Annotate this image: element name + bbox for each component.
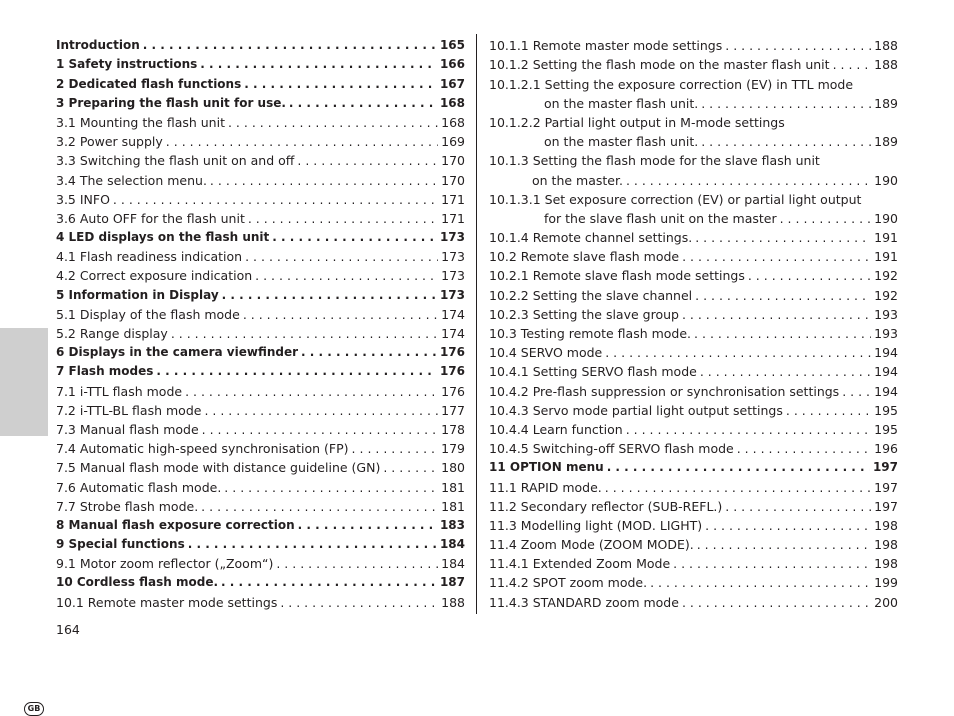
toc-entry[interactable]	[489, 207, 898, 226]
toc-entry[interactable]	[56, 590, 465, 609]
toc-entry-title: 4.2 Correct exposure indication	[56, 268, 253, 284]
toc-entry-page: 173	[441, 268, 465, 284]
toc-entry[interactable]	[489, 168, 898, 187]
toc-entry[interactable]	[489, 399, 898, 418]
toc-entry-page: 173	[439, 230, 465, 245]
toc-entry-title: 11.2 Secondary reflector (SUB-REFL.)	[489, 498, 723, 514]
toc-entry-title: on the master flash unit.	[544, 134, 699, 150]
toc-entry[interactable]	[56, 360, 465, 379]
toc-entry-page: 168	[441, 114, 465, 130]
toc-entry-title: 7.3 Manual flash mode	[56, 421, 199, 437]
dot-leader	[210, 173, 438, 188]
toc-entry-title: 10.4.4 Learn function	[489, 421, 623, 437]
toc-entry-title: 10.1.1 Remote master mode settings	[489, 38, 723, 54]
toc-entry-title: 7.6 Automatic flash mode.	[56, 479, 222, 495]
toc-entry-title: 11.4.3 STANDARD zoom mode	[489, 594, 679, 610]
toc-entry[interactable]	[56, 168, 465, 187]
toc-entry-title: 10.2.2 Setting the slave channel	[489, 287, 693, 303]
toc-entry[interactable]	[56, 475, 465, 494]
toc-entry-title: 9.1 Motor zoom reflector („Zoom“)	[56, 556, 274, 572]
toc-entry-title: 8 Manual flash exposure correction	[56, 517, 295, 532]
toc-entry-title: 10.4 SERVO mode	[489, 345, 603, 361]
dot-leader	[626, 173, 871, 188]
toc-entry[interactable]	[489, 475, 898, 494]
toc-entry[interactable]	[489, 245, 898, 264]
toc-entry-page: 187	[439, 575, 465, 590]
toc-entry[interactable]	[489, 303, 898, 322]
toc-entry-page: 179	[441, 441, 465, 457]
dot-leader	[289, 96, 437, 111]
dot-leader	[650, 575, 871, 590]
toc-entry-page: 200	[874, 594, 898, 610]
toc-right-column	[489, 34, 898, 610]
dot-leader	[171, 326, 438, 341]
dot-leader	[682, 307, 871, 322]
toc-entry-title: 10.1.2.2 Partial light output in M-mode settings	[489, 114, 785, 130]
toc-entry-page: 192	[874, 287, 898, 303]
dot-leader	[833, 57, 872, 72]
toc-entry-page: 169	[441, 134, 465, 150]
toc-entry-title: 11.4.2 SPOT zoom mode.	[489, 575, 648, 591]
toc-entry-page: 196	[874, 441, 898, 457]
toc-entry-page: 174	[441, 326, 465, 341]
toc-entry-page: 193	[874, 306, 898, 322]
toc-entry[interactable]	[56, 533, 465, 552]
toc-entry-page: 176	[439, 364, 465, 379]
toc-entry-title: 10.3 Testing remote flash mode.	[489, 326, 692, 341]
toc-entry-page: 167	[439, 76, 465, 91]
dot-leader	[694, 326, 871, 341]
toc-entry[interactable]	[56, 188, 465, 207]
toc-entry[interactable]	[489, 552, 898, 571]
toc-entry-title: Introduction	[56, 38, 140, 53]
toc-entry-page: 165	[439, 38, 465, 53]
toc-entry-title: 7.2 i-TTL-BL flash mode	[56, 402, 202, 418]
dot-leader	[188, 537, 437, 552]
dot-leader	[682, 249, 871, 264]
dot-leader	[682, 595, 871, 610]
dot-leader	[255, 268, 438, 283]
toc-entry-title: 11.4 Zoom Mode (ZOOM MODE).	[489, 537, 694, 553]
dot-leader	[166, 134, 438, 149]
dot-leader	[695, 230, 871, 245]
dot-leader	[185, 384, 438, 399]
toc-entry-page: 199	[874, 575, 898, 591]
toc-entry-page: 193	[874, 326, 898, 341]
toc-entry[interactable]	[489, 379, 898, 398]
dot-leader	[143, 38, 437, 53]
column-divider	[476, 34, 477, 614]
dot-leader	[607, 460, 870, 475]
dot-leader	[780, 211, 872, 226]
toc-entry-page: 195	[874, 402, 898, 418]
dot-leader	[228, 115, 438, 130]
dot-leader	[301, 345, 437, 360]
toc-entry-page: 192	[874, 268, 898, 284]
toc-entry[interactable]	[56, 437, 465, 456]
toc-entry-title: 4.1 Flash readiness indication	[56, 249, 243, 265]
dot-leader	[737, 441, 871, 456]
toc-entry-title: 3.5 INFO	[56, 191, 110, 207]
toc-entry-title: 10.4.3 Servo mode partial light output settings	[489, 402, 783, 418]
dot-leader	[352, 441, 439, 456]
toc-entry-page: 194	[874, 345, 898, 361]
toc-entry-title: 3.3 Switching the flash unit on and off	[56, 153, 295, 169]
dot-leader	[701, 134, 871, 149]
toc-entry-title: 11.1 RAPID mode.	[489, 479, 602, 495]
toc-entry-page: 194	[874, 364, 898, 380]
toc-entry[interactable]	[489, 533, 898, 552]
dot-leader	[605, 480, 871, 495]
toc-entry-title: 5.1 Display of the flash mode	[56, 306, 240, 322]
toc-entry-title: 10 Cordless flash mode.	[56, 575, 219, 590]
toc-entry[interactable]	[489, 226, 898, 245]
dot-leader	[113, 192, 438, 207]
toc-entry-page: 178	[441, 421, 465, 437]
toc-entry[interactable]	[56, 303, 465, 322]
toc-entry-page: 184	[439, 537, 465, 552]
dot-leader	[224, 480, 438, 495]
toc-entry-title: 10.1.3.1 Set exposure correction (EV) or partial light output	[489, 191, 862, 207]
toc-entry[interactable]	[56, 495, 465, 514]
toc-entry-page: 176	[439, 345, 465, 360]
toc-entry-title: 5.2 Range display	[56, 326, 168, 341]
dot-leader	[298, 518, 437, 533]
toc-entry-title: 4 LED displays on the flash unit	[56, 230, 270, 245]
toc-entry[interactable]	[56, 207, 465, 226]
toc-entry[interactable]	[56, 72, 465, 91]
toc-entry[interactable]	[489, 456, 898, 475]
toc-entry[interactable]	[489, 111, 898, 130]
toc-entry[interactable]	[56, 34, 465, 53]
toc-entry-title: 11 OPTION menu	[489, 460, 604, 475]
toc-entry[interactable]	[489, 495, 898, 514]
toc-entry[interactable]	[56, 283, 465, 302]
toc-entry-page: 188	[874, 57, 898, 73]
toc-entry-title: 10.1.4 Remote channel settings.	[489, 230, 693, 246]
toc-entry[interactable]	[489, 130, 898, 149]
toc-entry-title: 10.4.1 Setting SERVO flash mode	[489, 364, 697, 380]
toc-entry-page: 188	[874, 38, 898, 54]
toc-entry-title: 7.1 i-TTL flash mode	[56, 383, 183, 399]
toc-entry-page: 173	[439, 287, 465, 302]
toc-entry[interactable]	[56, 379, 465, 398]
toc-entry-page: 197	[872, 460, 898, 475]
toc-entry[interactable]	[56, 264, 465, 283]
toc-entry-title: 1 Safety instructions	[56, 57, 198, 72]
dot-leader	[705, 518, 871, 533]
dot-leader	[280, 595, 438, 610]
dot-leader	[156, 364, 437, 379]
dot-leader	[201, 499, 438, 514]
toc-entry-page: 190	[874, 172, 898, 188]
toc-entry-title: 11.4.1 Extended Zoom Mode	[489, 556, 671, 572]
toc-entry[interactable]	[56, 514, 465, 533]
toc-entry[interactable]	[489, 571, 898, 590]
page-number: 164	[56, 622, 80, 637]
toc-entry-page: 180	[441, 460, 465, 476]
language-badge: GB	[24, 702, 44, 716]
dot-leader	[626, 422, 871, 437]
dot-leader	[243, 307, 438, 322]
toc-entry-title: on the master flash unit.	[544, 95, 699, 111]
toc-entry-title: 10.1.2.1 Setting the exposure correction (EV) in TTL mode	[489, 76, 854, 92]
toc-entry-title: 3.1 Mounting the flash unit	[56, 114, 225, 130]
toc-entry-page: 191	[874, 230, 898, 246]
dot-leader	[272, 230, 437, 245]
toc-entry-title: 5 Information in Display	[56, 287, 219, 302]
toc-entry-title: 2 Dedicated flash functions	[56, 76, 242, 91]
toc-entry-page: 170	[441, 153, 465, 169]
toc-entry[interactable]	[489, 341, 898, 360]
toc-entry[interactable]	[56, 130, 465, 149]
toc-entry[interactable]	[56, 92, 465, 111]
toc-entry-title: 3.6 Auto OFF for the flash unit	[56, 210, 245, 226]
dot-leader	[725, 499, 871, 514]
toc-entry-title: 10.1.3 Setting the flash mode for the slave flash unit	[489, 153, 820, 169]
toc-entry-page: 183	[439, 517, 465, 532]
toc-entry-page: 195	[874, 421, 898, 437]
toc-entry-title: 7.4 Automatic high-speed synchronisation (FP)	[56, 441, 349, 457]
toc-entry[interactable]	[489, 283, 898, 302]
toc-entry[interactable]	[489, 53, 898, 72]
toc-entry[interactable]	[56, 53, 465, 72]
toc-entry[interactable]	[489, 92, 898, 111]
dot-leader	[200, 57, 437, 72]
toc-entry-title: 10.4.2 Pre-flash suppression or synchronisation settings	[489, 383, 840, 399]
toc-entry-title: 7.7 Strobe flash mode.	[56, 498, 199, 514]
toc-entry-page: 181	[441, 498, 465, 514]
toc-entry[interactable]	[56, 245, 465, 264]
dot-leader	[244, 77, 437, 92]
toc-entry-page: 184	[441, 556, 465, 572]
dot-leader	[248, 211, 438, 226]
toc-entry-title: 11.3 Modelling light (MOD. LIGHT)	[489, 517, 703, 533]
toc-entry-page: 198	[874, 537, 898, 553]
toc-entry-title: for the slave flash unit on the master	[544, 210, 777, 226]
toc-entry-page: 174	[441, 306, 465, 322]
dot-leader	[673, 556, 871, 571]
toc-entry[interactable]	[56, 341, 465, 360]
toc-entry[interactable]	[489, 188, 898, 207]
dot-leader	[700, 364, 871, 379]
toc-entry-page: 170	[441, 172, 465, 188]
toc-entry-page: 197	[874, 498, 898, 514]
toc-entry-page: 171	[441, 210, 465, 226]
dot-leader	[204, 403, 438, 418]
toc-entry-title: 9 Special functions	[56, 537, 185, 552]
toc-entry-page: 189	[874, 95, 898, 111]
toc-entry-title: 10.2.1 Remote slave flash mode settings	[489, 268, 745, 284]
toc-entry-title: 3.4 The selection menu.	[56, 172, 207, 188]
language-side-tab	[0, 328, 48, 713]
toc-entry-page: 194	[874, 383, 898, 399]
toc-entry[interactable]	[489, 264, 898, 283]
toc-entry-title: 6 Displays in the camera viewfinder	[56, 345, 299, 360]
toc-entry-title: 3.2 Power supply	[56, 134, 163, 150]
dot-leader	[222, 288, 437, 303]
toc-entry[interactable]	[56, 552, 465, 571]
toc-entry-title: 10.4.5 Switching-off SERVO flash mode	[489, 441, 734, 457]
toc-entry-page: 171	[441, 191, 465, 207]
toc-entry[interactable]	[56, 418, 465, 437]
toc-entry-page: 166	[439, 57, 465, 72]
dot-leader	[748, 268, 871, 283]
toc-entry[interactable]	[489, 514, 898, 533]
toc-entry-page: 176	[441, 383, 465, 399]
dot-leader	[786, 403, 871, 418]
toc-entry[interactable]	[489, 72, 898, 91]
dot-leader	[695, 288, 871, 303]
toc-entry-page: 198	[874, 517, 898, 533]
dot-leader	[697, 537, 871, 552]
toc-entry-page: 188	[441, 594, 465, 610]
toc-entry[interactable]	[489, 34, 898, 53]
toc-entry[interactable]	[56, 399, 465, 418]
dot-leader	[605, 345, 871, 360]
toc-entry-title: on the master.	[532, 172, 623, 188]
dot-leader	[221, 575, 437, 590]
toc-entry[interactable]	[489, 149, 898, 168]
toc-entry[interactable]	[489, 590, 898, 609]
toc-entry[interactable]	[489, 322, 898, 341]
toc-entry-page: 168	[439, 95, 465, 110]
toc-entry-page: 198	[874, 556, 898, 572]
toc-entry-page: 177	[441, 402, 465, 418]
toc-left-column	[56, 34, 465, 610]
toc-entry-title: 10.2 Remote slave flash mode	[489, 249, 680, 265]
toc-entry[interactable]	[489, 437, 898, 456]
dot-leader	[276, 556, 438, 571]
toc-entry-page: 190	[874, 210, 898, 226]
toc-entry[interactable]	[56, 456, 465, 475]
toc-entry[interactable]	[489, 360, 898, 379]
toc-entry-title: 10.2.3 Setting the slave group	[489, 306, 679, 322]
dot-leader	[383, 460, 438, 475]
toc-entry-title: 7 Flash modes	[56, 364, 154, 379]
toc-entry-title: 7.5 Manual flash mode with distance guideline (GN)	[56, 460, 381, 476]
toc-entry-page: 189	[874, 134, 898, 150]
toc-entry-page: 181	[441, 479, 465, 495]
dot-leader	[202, 422, 439, 437]
dot-leader	[842, 384, 871, 399]
toc-entry[interactable]	[56, 322, 465, 341]
dot-leader	[701, 96, 871, 111]
dot-leader	[725, 38, 871, 53]
toc-entry[interactable]	[56, 226, 465, 245]
toc-entry-title: 3 Preparing the flash unit for use.	[56, 95, 286, 110]
toc-entry[interactable]	[56, 571, 465, 590]
toc-entry-title: 10.1.2 Setting the flash mode on the master flash unit	[489, 57, 830, 73]
dot-leader	[297, 153, 438, 168]
toc-entry-page: 173	[441, 249, 465, 265]
dot-leader	[245, 249, 438, 264]
toc-entry-page: 197	[874, 479, 898, 495]
toc-entry-page: 191	[874, 249, 898, 265]
toc-entry-title: 10.1 Remote master mode settings	[56, 594, 278, 610]
toc-entry[interactable]	[56, 111, 465, 130]
toc-entry[interactable]	[489, 418, 898, 437]
toc-entry[interactable]	[56, 149, 465, 168]
